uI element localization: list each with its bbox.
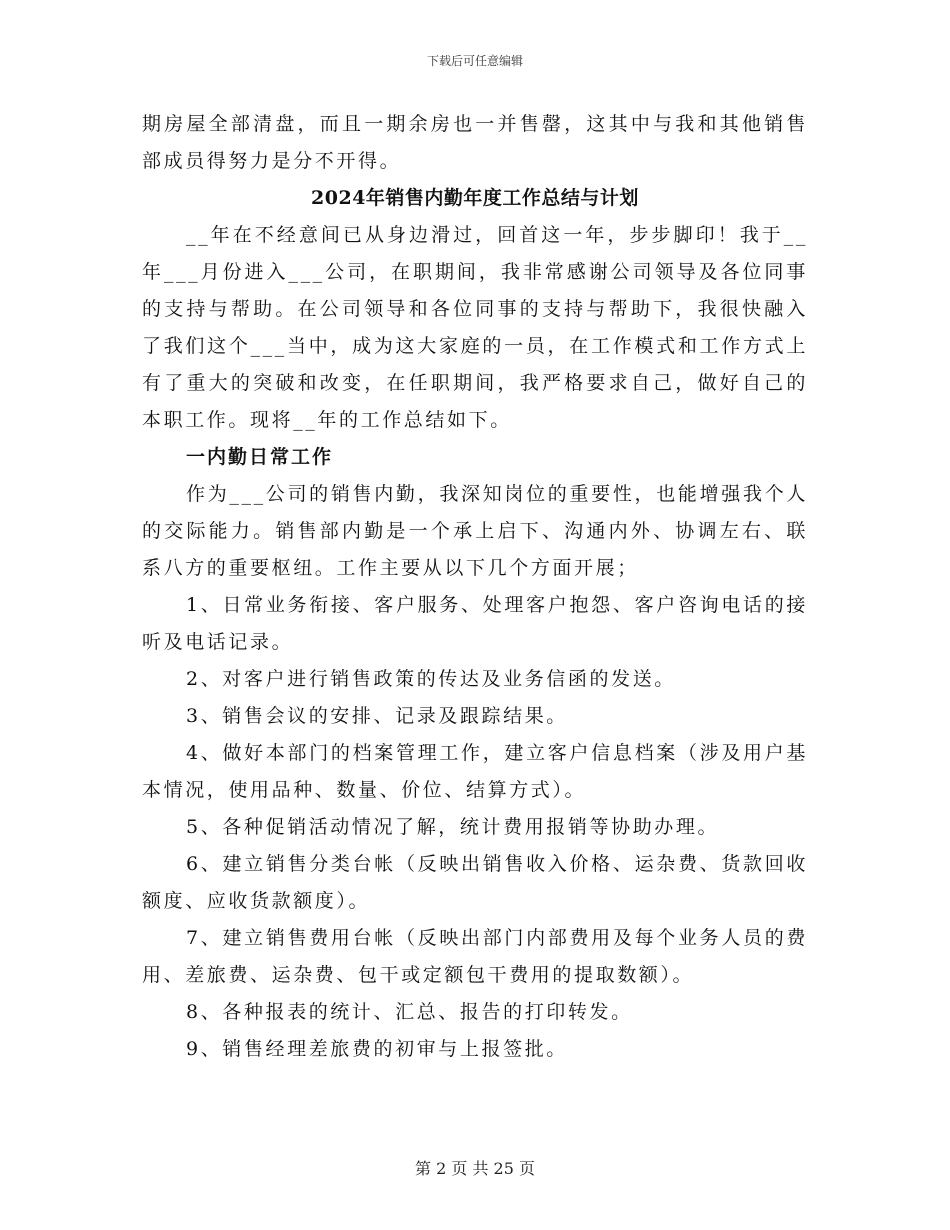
document-title: 2024年销售内勤年度工作总结与计划 [311, 187, 639, 209]
list-item: 9、销售经理差旅费的初审与上报签批。 [186, 1038, 568, 1060]
list-item: 7、建立销售费用台帐（反映出部门内部费用及每个业务人员的费用、差旅费、运杂费、包干或定额包干费用的提取数额）。 [142, 927, 808, 986]
document-body [142, 106, 808, 1068]
section-heading: 一内勤日常工作 [186, 446, 334, 468]
list-item: 3、销售会议的安排、记录及跟踪结果。 [186, 705, 568, 727]
opening-paragraph: __年在不经意间已从身边滑过，回首这一年，步步脚印！我于__年___月份进入___公司，在职期间，我非常感谢公司领导及各位同事的支持与帮助。在公司领导和各位同事的支持与帮助下，我很快融入了我们这个___当中，成为这大家庭的一员，在工作模式和工作方式上有了重大的突破和改变，在任职期间，我严格要求自己，做好自己的本职工作。现将__年的工作总结如下。 [142, 224, 808, 431]
intro-paragraph: 期房屋全部清盘，而且一期余房也一并售罄，这其中与我和其他销售部成员得努力是分不开得。 [142, 113, 808, 172]
list-item: 6、建立销售分类台帐（反映出销售收入价格、运杂费、货款回收额度、应收货款额度）。 [142, 853, 808, 912]
list-item: 2、对客户进行销售政策的传达及业务信函的发送。 [186, 668, 676, 690]
section-intro-paragraph: 作为___公司的销售内勤，我深知岗位的重要性，也能增强我个人的交际能力。销售部内勤是一个承上启下、沟通内外、协调左右、联系八方的重要枢纽。工作主要从以下几个方面开展； [142, 483, 808, 579]
page-number: 第 2 页 共 25 页 [415, 1159, 535, 1178]
list-item: 4、做好本部门的档案管理工作，建立客户信息档案（涉及用户基本情况，使用品种、数量、价位、结算方式）。 [142, 742, 808, 801]
list-item: 5、各种促销活动情况了解，统计费用报销等协助办理。 [186, 816, 720, 838]
header-note: 下载后可任意编辑 [426, 54, 523, 68]
list-item: 1、日常业务衔接、客户服务、处理客户抱怨、客户咨询电话的接听及电话记录。 [142, 594, 808, 653]
list-item: 8、各种报表的统计、汇总、报告的打印转发。 [186, 1001, 633, 1023]
